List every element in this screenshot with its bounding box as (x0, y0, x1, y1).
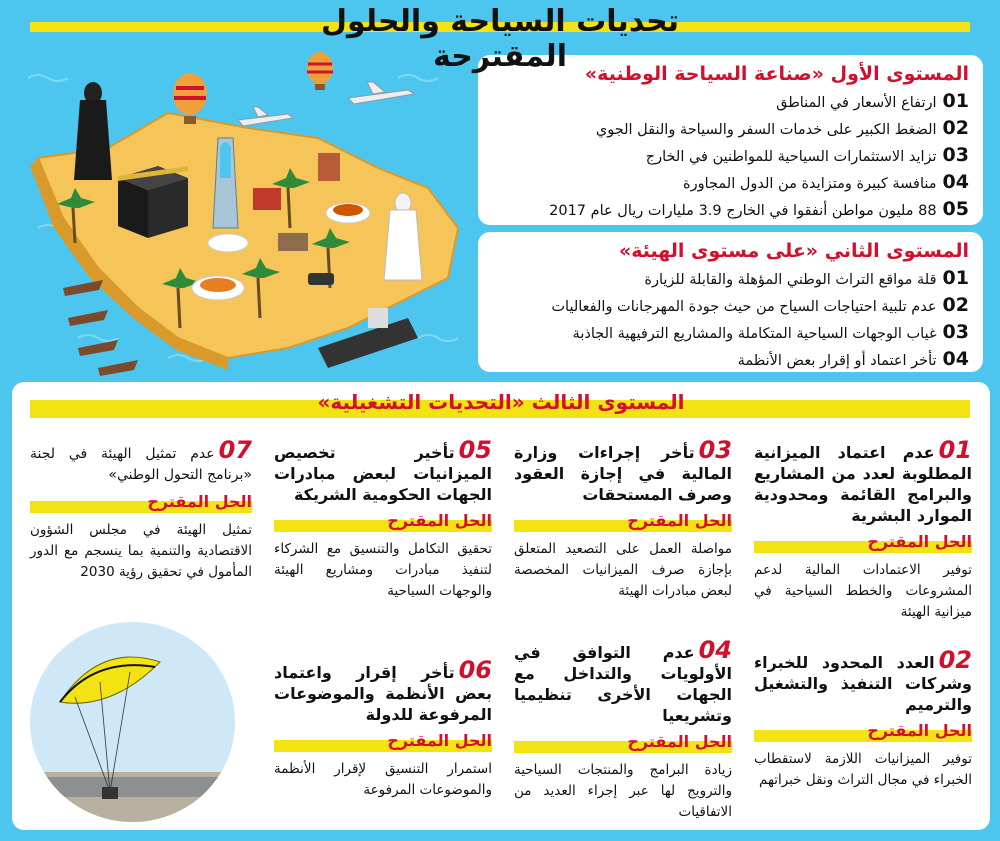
solution-label: الحل المقترح (754, 721, 972, 745)
list-item: 02 الضغط الكبير على خدمات السفر والسياحة والنقل الجوي (595, 117, 969, 139)
level-one-card (478, 55, 983, 225)
challenge-03: 03تأخر إجراءات وزارة المالية في إجازة العقود وصرف المستحقات الحل المقترح مواصلة العمل على التصعيد المتعلق بإجازة صرف الميزانيات المخصصة لبعض مبادرات الهيئة (514, 436, 732, 599)
saudi-map-illustration (18, 38, 473, 380)
level-two-title: المستوى الثاني «على مستوى الهيئة» (618, 240, 969, 262)
level-one-title: المستوى الأول «صناعة السياحة الوطنية» (584, 63, 969, 85)
challenge-02: 02العدد المحدود للخبراء وشركات التنفيذ والتشغيل والترميم الحل المقترح توفير الميزانيات اللازمة لاستقطاب الخبراء في مجال التراث ونقل خبراتهم (754, 646, 972, 788)
kingdom-tower-icon (213, 138, 238, 228)
paraglider-photo (30, 622, 235, 822)
list-item: 04 منافسة كبيرة ومتزايدة من الدول المجاورة (683, 171, 969, 193)
challenge-07: 07عدم تمثيل الهيئة في لجنة «برنامج التحول الوطني» الحل المقترح تمثيل الهيئة في مجلس الشؤون الاقتصادية والتنمية بما ينسجم مع الدور المأمول في تحقيق رؤية 2030 (30, 436, 252, 580)
level-three-title: المستوى الثالث «التحديات التشغيلية» (317, 390, 685, 414)
list-item: 05 88 مليون مواطن أنفقوا في الخارج 3.9 مليارات ريال عام 2017 (549, 198, 969, 220)
list-item: 03 غياب الوجهات السياحية المتكاملة والمشاريع الترفيهية الجاذبة (572, 321, 969, 343)
challenge-01: 01عدم اعتماد الميزانية المطلوبة لعدد من المشاريع والبرامج القائمة ومحدودية الموارد البشرية الحل المقترح توفير الاعتمادات المالية لدعم المشروعات والخطط السياحية في ميزانية الهيئة (754, 436, 972, 620)
list-item: 02 عدم تلبية احتياجات السياح من حيث جودة المهرجانات والفعاليات (551, 294, 969, 316)
solution-label: الحل المقترح (514, 732, 732, 756)
list-item: 01 قلة مواقع التراث الوطني المؤهلة والقابلة للزيارة (644, 267, 969, 289)
woman-abaya-icon (74, 82, 112, 180)
solution-label: الحل المقترح (30, 492, 252, 516)
challenge-04: 04عدم التوافق في الأولويات والتداخل مع الجهات الأخرى تنظيميا وتشريعيا الحل المقترح زيادة البرامج والمنتجات السياحية والترويج لها عبر إجراء العديد من الاتفاقيات (514, 636, 732, 820)
kaaba-icon (118, 166, 188, 238)
list-item: 03 تزايد الاستثمارات السياحية للمواطنين في الخارج (645, 144, 969, 166)
solution-label: الحل المقترح (274, 511, 492, 535)
page-title: تحديات السياحة والحلول المقترحة (320, 4, 680, 74)
solution-label: الحل المقترح (754, 532, 972, 556)
challenge-05: 05تأخير تخصيص الميزانيات لبعض مبادرات الجهات الحكومية الشريكة الحل المقترح تحقيق التكامل والتنسيق مع الشركاء لتنفيذ مبادرات ومشاريع الهيئة والوجهات السياحية (274, 436, 492, 599)
solution-label: الحل المقترح (514, 511, 732, 535)
level-three-card (12, 382, 990, 830)
list-item: 01 ارتفاع الأسعار في المناطق (776, 90, 969, 112)
level-two-card (478, 232, 983, 372)
list-item: 04 تأخر اعتماد أو إقرار بعض الأنظمة (737, 348, 969, 370)
challenge-06: 06تأخر إقرار واعتماد بعض الأنظمة والموضوعات المرفوعة للدولة الحل المقترح استمرار التنسيق لإقرار الأنظمة والموضوعات المرفوعة (274, 656, 492, 798)
solution-label: الحل المقترح (274, 731, 492, 755)
